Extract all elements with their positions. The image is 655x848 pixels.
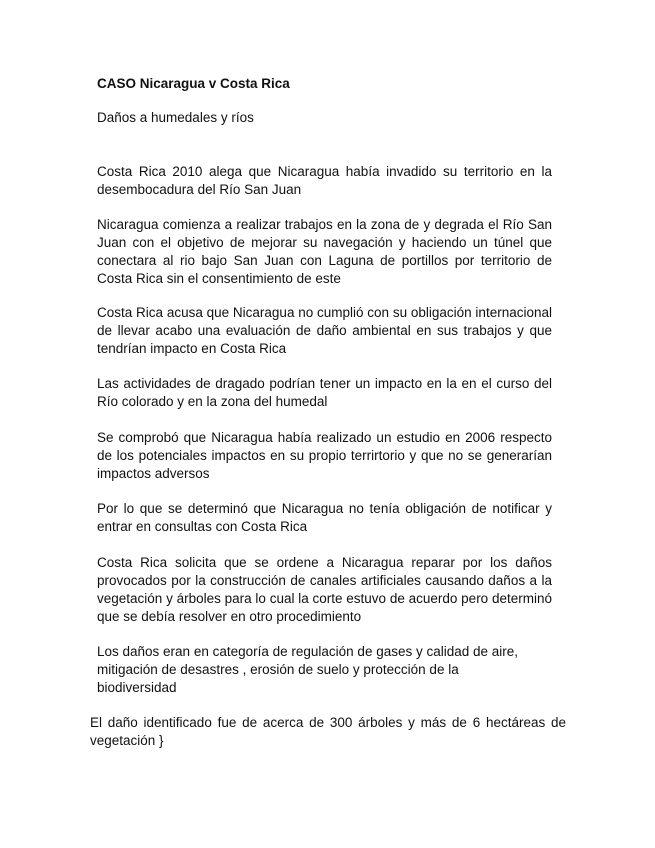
- paragraph-2: Nicaragua comienza a realizar trabajos en la zona de y degrada el Río San Juan con el objetivo de mejorar su navegación y haciendo un túnel que conectara al rio bajo San Juan con Laguna de portillos por territorio de Costa Rica sin el consentimiento de este: [97, 217, 552, 286]
- paragraph-8: Los daños eran en categoría de regulación de gases y calidad de aire, mitigación de desastres , erosión de suelo y protección de la biodiversidad: [97, 644, 519, 695]
- paragraph-4: Las actividades de dragado podrían tener un impacto en la en el curso del Río colorado y en la zona del humedal: [97, 376, 552, 409]
- document-subtitle: Daños a humedales y ríos: [97, 110, 254, 125]
- paragraph-5: Se comprobó que Nicaragua había realizado un estudio en 2006 respecto de los potenciales impactos en su propio terrirtorio y que no se generarían impactos adversos: [97, 430, 552, 481]
- paragraph-3: Costa Rica acusa que Nicaragua no cumplió con su obligación internacional de llevar acabo una evaluación de daño ambiental en sus trabajos y que tendrían impacto en Costa Rica: [97, 305, 552, 356]
- paragraph-7: Costa Rica solicita que se ordene a Nicaragua reparar por los daños provocados por la construcción de canales artificiales causando daños a la vegetación y árboles para lo cual la corte estuvo de acuerdo pero determinó que se debía resolver en otro procedimiento: [97, 555, 552, 624]
- document-title: CASO Nicaragua v Costa Rica: [97, 76, 290, 91]
- paragraph-1: Costa Rica 2010 alega que Nicaragua había invadido su territorio en la desembocadura del Río San Juan: [97, 164, 552, 197]
- paragraph-6: Por lo que se determinó que Nicaragua no tenía obligación de notificar y entrar en consultas con Costa Rica: [97, 501, 552, 534]
- paragraph-9: El daño identificado fue de acerca de 300 árboles y más de 6 hectáreas de vegetación }: [90, 715, 566, 748]
